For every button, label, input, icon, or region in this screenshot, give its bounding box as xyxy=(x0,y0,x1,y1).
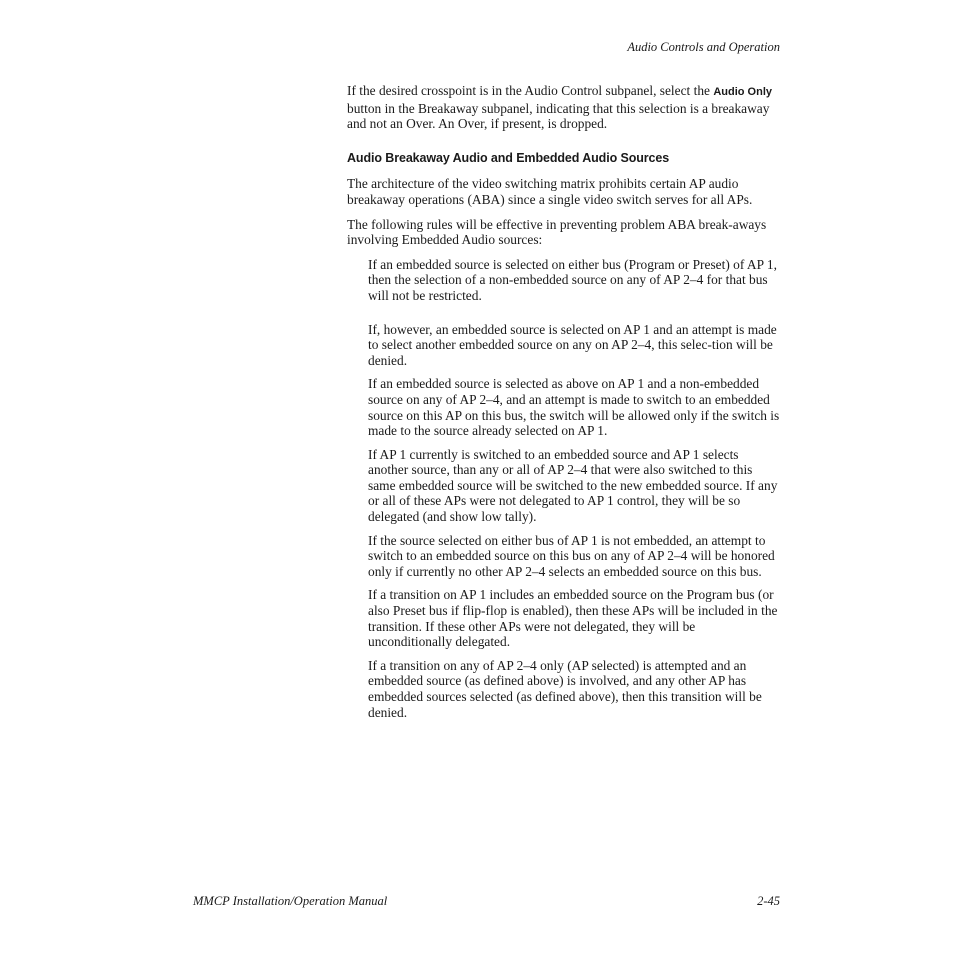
section-heading: Audio Breakaway Audio and Embedded Audio Sources xyxy=(347,150,670,165)
intro-paragraph xyxy=(347,83,783,132)
section-paragraph-rules-intro: The following rules will be effective in preventing problem ABA break-aways involving Embedded Audio sources: xyxy=(347,216,767,248)
footer-manual-title: MMCP Installation/Operation Manual xyxy=(193,894,388,908)
rule-item: If AP 1 currently is switched to an embedded source and AP 1 selects another source, than any or all of AP 2–4 that were also switched to this same embedded source will be switched to the new embedded source. If any or all of these APs were not delegated to AP 1 control, they will be so delegated (and show low tally). xyxy=(368,446,778,525)
audio-only-button-reference: Audio Only xyxy=(713,86,772,98)
running-header: Audio Controls and Operation xyxy=(627,40,780,54)
intro-text-before: If the desired crosspoint is in the Audio Control subpanel, select the xyxy=(347,83,714,98)
rule-item: If the source selected on either bus of AP 1 is not embedded, an attempt to switch to an embedded source on this bus on any of AP 2–4 will be honored only if currently no other AP 2–4 selects an embedded source on this bus. xyxy=(368,532,775,579)
body-column xyxy=(347,83,783,728)
rule-item: If an embedded source is selected on either bus (Program or Preset) of AP 1, then the selection of a non-embedded source on any of AP 2–4 for that bus will not be restricted. xyxy=(368,256,777,303)
footer-page-number: 2-45 xyxy=(757,894,780,908)
rule-item: If a transition on any of AP 2–4 only (AP selected) is attempted and an embedded source (as defined above) is involved, and any other AP has embedded sources selected (as defined above), then this transition will be denied. xyxy=(368,657,762,720)
section-paragraph-architecture: The architecture of the video switching matrix prohibits certain AP audio breakaway operations (ABA) since a single video switch serves for all APs. xyxy=(347,176,753,207)
intro-text-after: button in the Breakaway subpanel, indicating that this selection is a breakaway and not an Over. An Over, if present, is dropped. xyxy=(347,100,770,132)
rules-list xyxy=(368,257,780,720)
rule-item: If, however, an embedded source is selected on AP 1 and an attempt is made to select another embedded source on any on AP 2–4, this selec-tion will be denied. xyxy=(368,321,777,368)
rule-item: If an embedded source is selected as above on AP 1 and a non-embedded source on any of AP 2–4, and an attempt is made to switch to an embedded source on this AP on this bus, the switch will be allowed only if the switch is made to the source already selected on AP 1. xyxy=(368,376,780,439)
rule-item: If a transition on AP 1 includes an embedded source on the Program bus (or also Preset bus if flip-flop is enabled), then these APs will be included in the transition. If these other APs were not delegated, they will be unconditionally delegated. xyxy=(368,587,778,650)
